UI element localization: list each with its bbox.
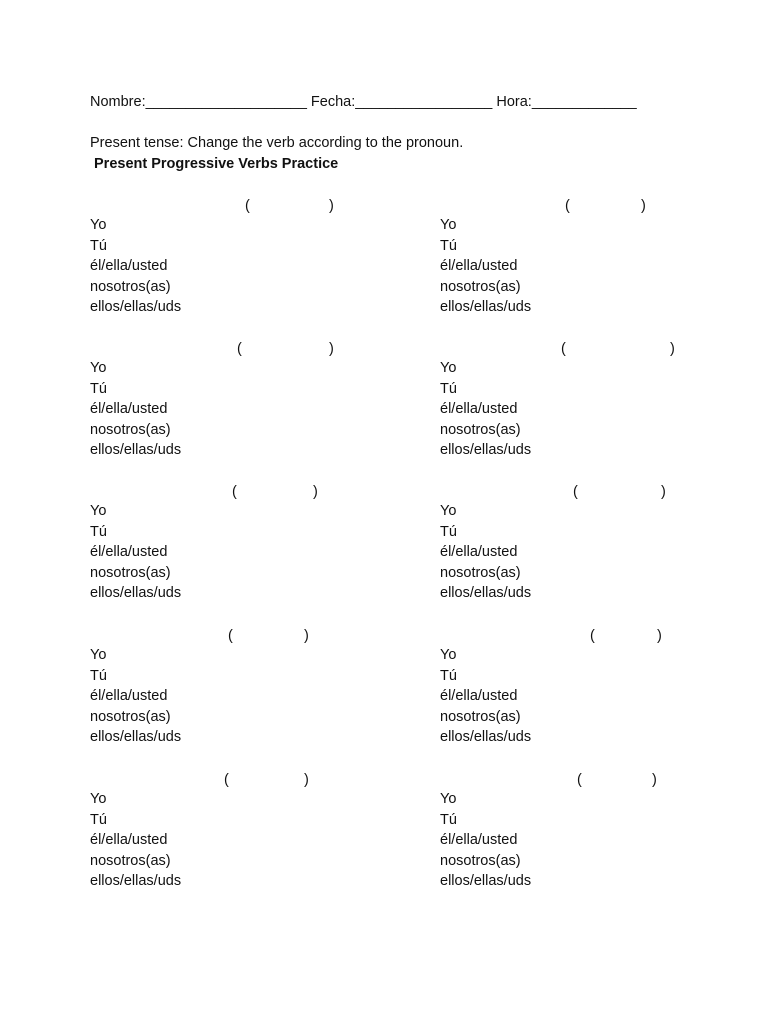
paren-close: ) [304, 772, 309, 788]
pronoun-nosotros: nosotros(as) [90, 708, 171, 725]
verb-block-4 [440, 340, 740, 459]
paren-close: ) [661, 484, 666, 500]
paren-open: ( [224, 772, 229, 788]
paren-open: ( [237, 341, 242, 357]
verb-block-8 [440, 627, 740, 746]
pronoun-el-ella-usted: él/ella/usted [90, 544, 168, 561]
pronoun-list [90, 215, 181, 318]
pronoun-list [90, 501, 181, 604]
pronoun-ellos-ellas-uds: ellos/ellas/uds [440, 873, 532, 890]
pronoun-yo: Yo [440, 791, 457, 807]
paren-close: ) [652, 772, 657, 788]
pronoun-yo: Yo [90, 647, 107, 663]
pronoun-tu: Tú [440, 523, 457, 540]
instructions: Present tense: Change the verb according to the pronoun. [90, 135, 464, 151]
verb-block-1 [90, 197, 390, 316]
pronoun-list [440, 501, 531, 604]
pronoun-nosotros: nosotros(as) [440, 421, 521, 438]
pronoun-list [440, 789, 531, 892]
pronoun-nosotros: nosotros(as) [90, 421, 171, 438]
pronoun-nosotros: nosotros(as) [440, 708, 521, 725]
pronoun-nosotros: nosotros(as) [90, 278, 171, 295]
pronoun-nosotros: nosotros(as) [440, 278, 521, 295]
pronoun-list [90, 358, 181, 461]
pronoun-yo: Yo [440, 647, 457, 663]
paren-close: ) [657, 628, 662, 644]
pronoun-tu: Tú [440, 380, 457, 397]
pronoun-el-ella-usted: él/ella/usted [90, 688, 168, 705]
worksheet-title: Present Progressive Verbs Practice [94, 156, 339, 172]
pronoun-ellos-ellas-uds: ellos/ellas/uds [90, 873, 182, 890]
student-info-line: Nombre:____________________ Fecha:_________________ Hora:_____________ [90, 94, 637, 110]
verb-block-10 [440, 771, 740, 890]
pronoun-tu: Tú [90, 380, 107, 397]
pronoun-el-ella-usted: él/ella/usted [90, 401, 168, 418]
pronoun-el-ella-usted: él/ella/usted [440, 258, 518, 275]
pronoun-tu: Tú [440, 237, 457, 254]
pronoun-el-ella-usted: él/ella/usted [440, 832, 518, 849]
verb-block-2 [440, 197, 740, 316]
pronoun-list [440, 215, 531, 318]
pronoun-tu: Tú [90, 811, 107, 828]
pronoun-yo: Yo [90, 217, 107, 233]
pronoun-ellos-ellas-uds: ellos/ellas/uds [90, 299, 182, 316]
pronoun-ellos-ellas-uds: ellos/ellas/uds [440, 729, 532, 746]
pronoun-yo: Yo [440, 360, 457, 376]
verb-block-3 [90, 340, 390, 459]
paren-close: ) [313, 484, 318, 500]
pronoun-yo: Yo [90, 503, 107, 519]
pronoun-ellos-ellas-uds: ellos/ellas/uds [440, 299, 532, 316]
pronoun-list [440, 358, 531, 461]
pronoun-ellos-ellas-uds: ellos/ellas/uds [440, 585, 532, 602]
pronoun-tu: Tú [440, 667, 457, 684]
pronoun-ellos-ellas-uds: ellos/ellas/uds [440, 442, 532, 459]
pronoun-ellos-ellas-uds: ellos/ellas/uds [90, 729, 182, 746]
pronoun-el-ella-usted: él/ella/usted [90, 258, 168, 275]
paren-open: ( [577, 772, 582, 788]
pronoun-el-ella-usted: él/ella/usted [440, 544, 518, 561]
pronoun-list [90, 645, 181, 748]
paren-open: ( [245, 198, 250, 214]
pronoun-tu: Tú [90, 523, 107, 540]
paren-open: ( [228, 628, 233, 644]
pronoun-tu: Tú [90, 237, 107, 254]
pronoun-el-ella-usted: él/ella/usted [440, 401, 518, 418]
pronoun-el-ella-usted: él/ella/usted [440, 688, 518, 705]
pronoun-ellos-ellas-uds: ellos/ellas/uds [90, 585, 182, 602]
pronoun-list [90, 789, 181, 892]
paren-open: ( [565, 198, 570, 214]
paren-open: ( [561, 341, 566, 357]
verb-block-7 [90, 627, 390, 746]
pronoun-tu: Tú [90, 667, 107, 684]
pronoun-yo: Yo [440, 503, 457, 519]
pronoun-nosotros: nosotros(as) [440, 852, 521, 869]
pronoun-yo: Yo [90, 791, 107, 807]
pronoun-ellos-ellas-uds: ellos/ellas/uds [90, 442, 182, 459]
verb-block-5 [90, 483, 390, 602]
pronoun-nosotros: nosotros(as) [90, 852, 171, 869]
verb-block-9 [90, 771, 390, 890]
pronoun-yo: Yo [440, 217, 457, 233]
verb-block-6 [440, 483, 740, 602]
paren-close: ) [641, 198, 646, 214]
paren-open: ( [232, 484, 237, 500]
paren-open: ( [573, 484, 578, 500]
pronoun-nosotros: nosotros(as) [90, 564, 171, 581]
paren-close: ) [670, 341, 675, 357]
paren-open: ( [590, 628, 595, 644]
pronoun-nosotros: nosotros(as) [440, 564, 521, 581]
paren-close: ) [304, 628, 309, 644]
pronoun-yo: Yo [90, 360, 107, 376]
paren-close: ) [329, 198, 334, 214]
paren-close: ) [329, 341, 334, 357]
pronoun-el-ella-usted: él/ella/usted [90, 832, 168, 849]
pronoun-tu: Tú [440, 811, 457, 828]
pronoun-list [440, 645, 531, 748]
